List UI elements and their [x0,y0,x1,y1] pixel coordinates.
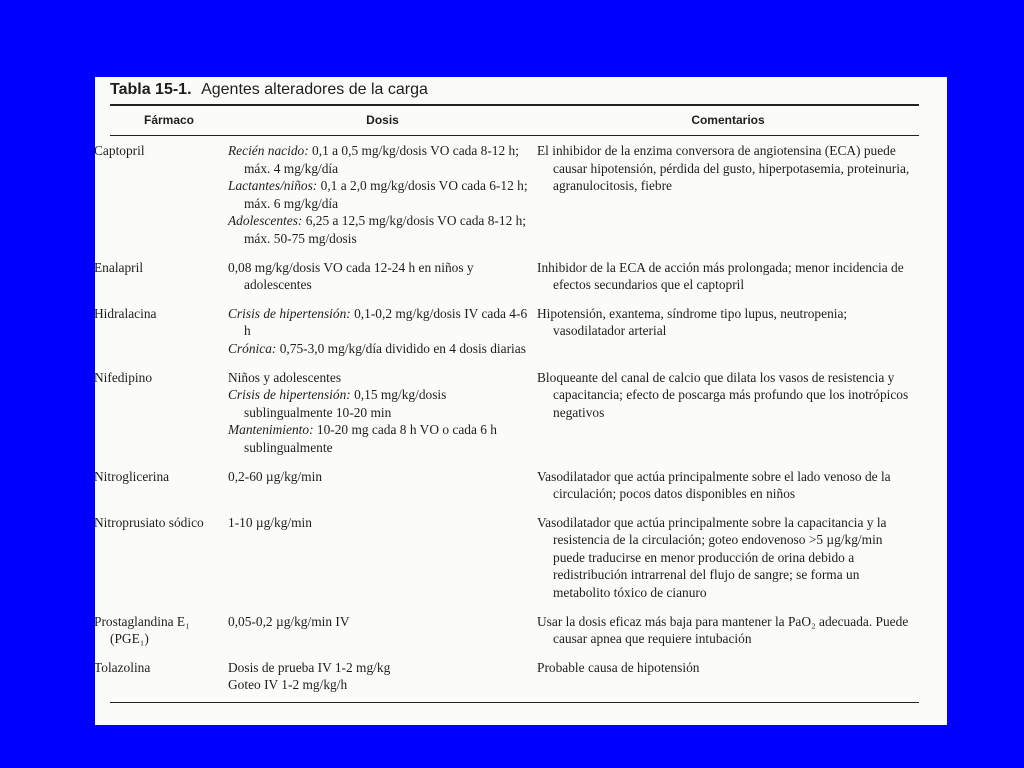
dose-text: 0,1-0,2 mg/kg/dosis IV cada 4-6 h [244,305,528,339]
dose-line [228,340,533,358]
drug-name: Nifedipino [94,369,153,385]
dose-line [228,386,533,421]
header-row [110,106,919,136]
dose-text: 1-10 µg/kg/min [228,514,312,530]
dose-line [228,369,533,387]
drug-dose [228,136,537,254]
dose-population: Mantenimiento: [228,422,314,438]
drug-comment: Usar la dosis eficaz más baja para mantener la PaO₂ adecuada. Puede causar apnea que requiere intubación [537,613,909,647]
dose-population: Crónica: [228,340,277,356]
table-row [110,509,919,608]
bottom-rule [110,702,919,703]
dose-text: 10-20 mg cada 8 h VO o cada 6 h sublingualmente [244,422,497,455]
drug-name: Hidralacina [94,305,157,321]
dose-text: Goteo IV 1-2 mg/kg/h [228,677,348,693]
table-row [110,254,919,300]
drug-comment: El inhibidor de la enzima conversora de angiotensina (ECA) puede causar hipotensión, pérdida del gusto, hiperpotasemia, proteinuria, agranulocitosis, fiebre [537,143,910,194]
drug-comment: Inhibidor de la ECA de acción más prolongada; menor incidencia de efectos secundarios que el captopril [537,259,904,293]
dose-population: Lactantes/niños: [228,178,318,194]
drug-dose [228,509,537,608]
dose-line [228,514,533,532]
table-row [110,654,919,700]
dose-line [228,259,533,294]
drug-dose [228,300,537,364]
dose-line [228,676,533,694]
dose-population: Recién nacido: [228,143,309,158]
dose-text: 0,2-60 µg/kg/min [228,468,323,484]
drug-name: Captopril [94,143,145,158]
dose-text: Dosis de prueba IV 1-2 mg/kg [228,659,391,675]
dose-text: 0,1 a 2,0 mg/kg/dosis VO cada 6-12 h; máx. 6 mg/kg/día [244,178,528,211]
table-row [110,608,919,654]
dose-line [228,212,533,247]
drug-name: Nitroprusiato sódico [94,514,204,530]
table-row [110,136,919,254]
dose-population: Crisis de hipertensión: [228,305,351,321]
dose-population: Adolescentes: [228,213,303,229]
drug-comment: Vasodilatador que actúa principalmente sobre la capacitancia y la resistencia de la circulación; goteo endovenoso >5 µg/kg/min puede traducirse en menor producción de orina debido a redistribución intrarrenal del flujo de sangre; se forma un metabolito tóxico de cianuro [537,514,887,601]
drug-comment: Vasodilatador que actúa principalmente sobre el lado venoso de la circulación; pocos datos disponibles en niños [537,468,891,502]
dose-line [228,613,533,631]
dose-population: Crisis de hipertensión: [228,387,351,403]
table-row [110,300,919,364]
dose-text: Niños y adolescentes [228,369,342,385]
table-caption [110,77,919,102]
drug-name: Tolazolina [94,659,151,675]
header-comments: Comentarios [537,106,919,136]
dose-line [228,468,533,486]
drug-comment: Hipotensión, exantema, síndrome tipo lupus, neutropenia; vasodilatador arterial [537,305,848,339]
dose-line [228,659,533,677]
header-drug: Fármaco [110,106,228,136]
drug-name: Prostaglandina E₁ (PGE₁) [94,613,190,647]
drug-name: Nitroglicerina [94,468,170,484]
drug-dose [228,463,537,509]
drug-dose [228,254,537,300]
table-row [110,364,919,463]
dose-line [228,177,533,212]
table-title: Agentes alteradores de la carga [201,81,428,98]
drug-name: Enalapril [94,259,144,275]
dose-text: 0,08 mg/kg/dosis VO cada 12-24 h en niños y adolescentes [228,259,474,293]
drug-table [94,106,919,700]
dose-line [228,421,533,456]
table-number: Tabla 15-1. [110,81,192,98]
drug-comment: Probable causa de hipotensión [537,659,700,675]
table-sheet [95,77,947,725]
dose-text: 0,05-0,2 µg/kg/min IV [228,613,350,629]
header-dose: Dosis [228,106,537,136]
drug-dose [228,364,537,463]
drug-dose [228,608,537,654]
dose-text: 0,75-3,0 mg/kg/día dividido en 4 dosis diarias [276,340,526,356]
table-row [110,463,919,509]
dose-text: 0,1 a 0,5 mg/kg/dosis VO cada 8-12 h; máx. 4 mg/kg/día [244,143,519,176]
dose-text: 6,25 a 12,5 mg/kg/dosis VO cada 8-12 h; máx. 50-75 mg/dosis [244,213,527,246]
dose-line [228,305,533,340]
drug-comment: Bloqueante del canal de calcio que dilata los vasos de resistencia y capacitancia; efecto de poscarga más profundo que los inotrópicos negativos [537,369,909,420]
drug-dose [228,654,537,700]
dose-text: 0,15 mg/kg/dosis sublingualmente 10-20 min [244,387,447,420]
dose-line [228,142,533,177]
